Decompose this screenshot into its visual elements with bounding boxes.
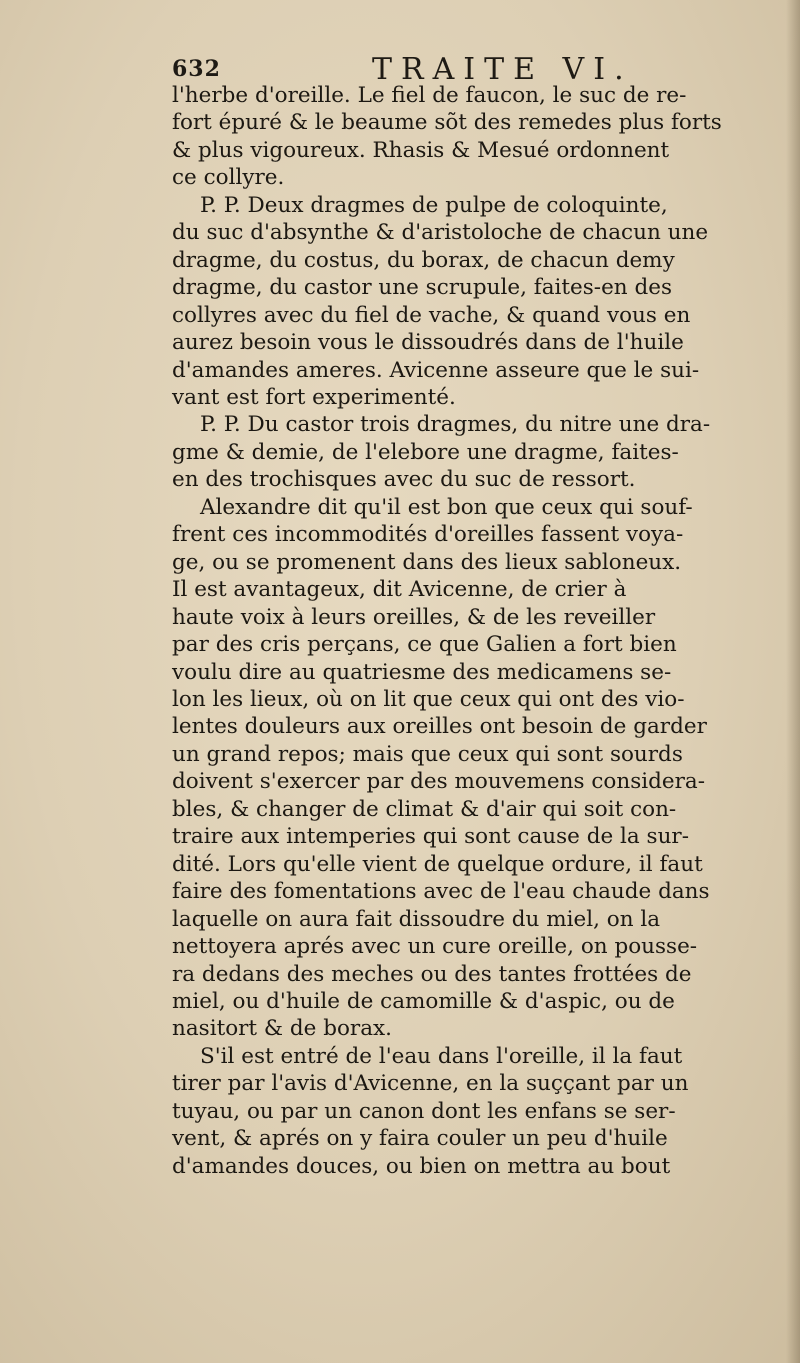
text-line: P. P. Deux dragmes de pulpe de coloquinte, (200, 192, 668, 218)
text-line: P. P. Du castor trois dragmes, du nitre une dra- (200, 412, 711, 438)
text-line: voulu dire au quatriesme des medicamens se- (172, 659, 672, 685)
text-line: miel, ou d'huile de camomille & d'aspic, ou de (172, 988, 675, 1014)
text-line: frent ces incommodités d'oreilles fassent voya- (172, 522, 684, 548)
text-line: tirer par l'avis d'Avicenne, en la suççant par un (172, 1071, 689, 1097)
text-line: d'amandes ameres. Avicenne asseure que le sui- (172, 357, 700, 383)
text-line: collyres avec du fiel de vache, & quand vous en (172, 302, 691, 328)
text-line: par des cris perçans, ce que Galien a fort bien (172, 632, 677, 658)
page-number: 632 (172, 56, 221, 82)
text-line: S'il est entré de l'eau dans l'oreille, il la faut (200, 1043, 683, 1069)
text-line: gme & demie, de l'elebore une dragme, faites- (172, 439, 679, 465)
text-line: haute voix à leurs oreilles, & de les reveiller (172, 604, 656, 630)
text-line: laquelle on aura fait dissoudre du miel, on la (172, 906, 661, 932)
text-line: bles, & changer de climat & d'air qui soit con- (172, 796, 677, 822)
text-line: nettoyera aprés avec un cure oreille, on pousse- (172, 934, 698, 960)
running-title: TRAITE VI. (372, 52, 633, 87)
text-line: l'herbe d'oreille. Le fiel de faucon, le suc de re- (172, 83, 687, 108)
text-line: vent, & aprés on y faira couler un peu d'huile (172, 1126, 668, 1152)
text-line: & plus vigoureux. Rhasis & Mesué ordonnent (172, 137, 670, 163)
text-line: traire aux intemperies qui sont cause de la sur- (172, 824, 689, 850)
text-line: Alexandre dit qu'il est bon que ceux qui souf- (200, 494, 693, 520)
text-line: vant est fort experimenté. (172, 384, 456, 410)
text-line: faire des fomentations avec de l'eau chaude dans (172, 879, 710, 905)
text-line: lon les lieux, où on lit que ceux qui ont des vio- (172, 686, 685, 712)
text-line: dragme, du castor une scrupule, faites-en des (172, 275, 673, 301)
text-line: ra dedans des meches ou des tantes frottées de (172, 961, 692, 987)
text-line: un grand repos; mais que ceux qui sont sourds (172, 741, 683, 767)
text-line: dité. Lors qu'elle vient de quelque ordure, il faut (172, 851, 703, 877)
body-text (172, 82, 772, 1180)
text-line: d'amandes douces, ou bien on mettra au bout (172, 1153, 671, 1179)
text-line: du suc d'absynthe & d'aristoloche de chacun une (172, 220, 709, 246)
text-line: fort épuré & le beaume sõt des remedes plus forts (172, 110, 722, 136)
text-line: en des trochisques avec du suc de ressort. (172, 467, 636, 493)
page-edge-shadow (786, 0, 800, 1363)
text-line: ge, ou se promenent dans des lieux sabloneux. (172, 549, 682, 575)
text-line: nasitort & de borax. (172, 1016, 392, 1042)
text-line: lentes douleurs aux oreilles ont besoin de garder (172, 714, 707, 740)
text-line: aurez besoin vous le dissoudrés dans de l'huile (172, 330, 684, 356)
text-line: ce collyre. (172, 165, 285, 191)
text-line: doivent s'exercer par des mouvemens considera- (172, 769, 705, 795)
text-line: dragme, du costus, du borax, de chacun demy (172, 247, 675, 273)
text-line: tuyau, ou par un canon dont les enfans se ser- (172, 1098, 676, 1124)
text-line: Il est avantageux, dit Avicenne, de crier à (172, 577, 627, 603)
